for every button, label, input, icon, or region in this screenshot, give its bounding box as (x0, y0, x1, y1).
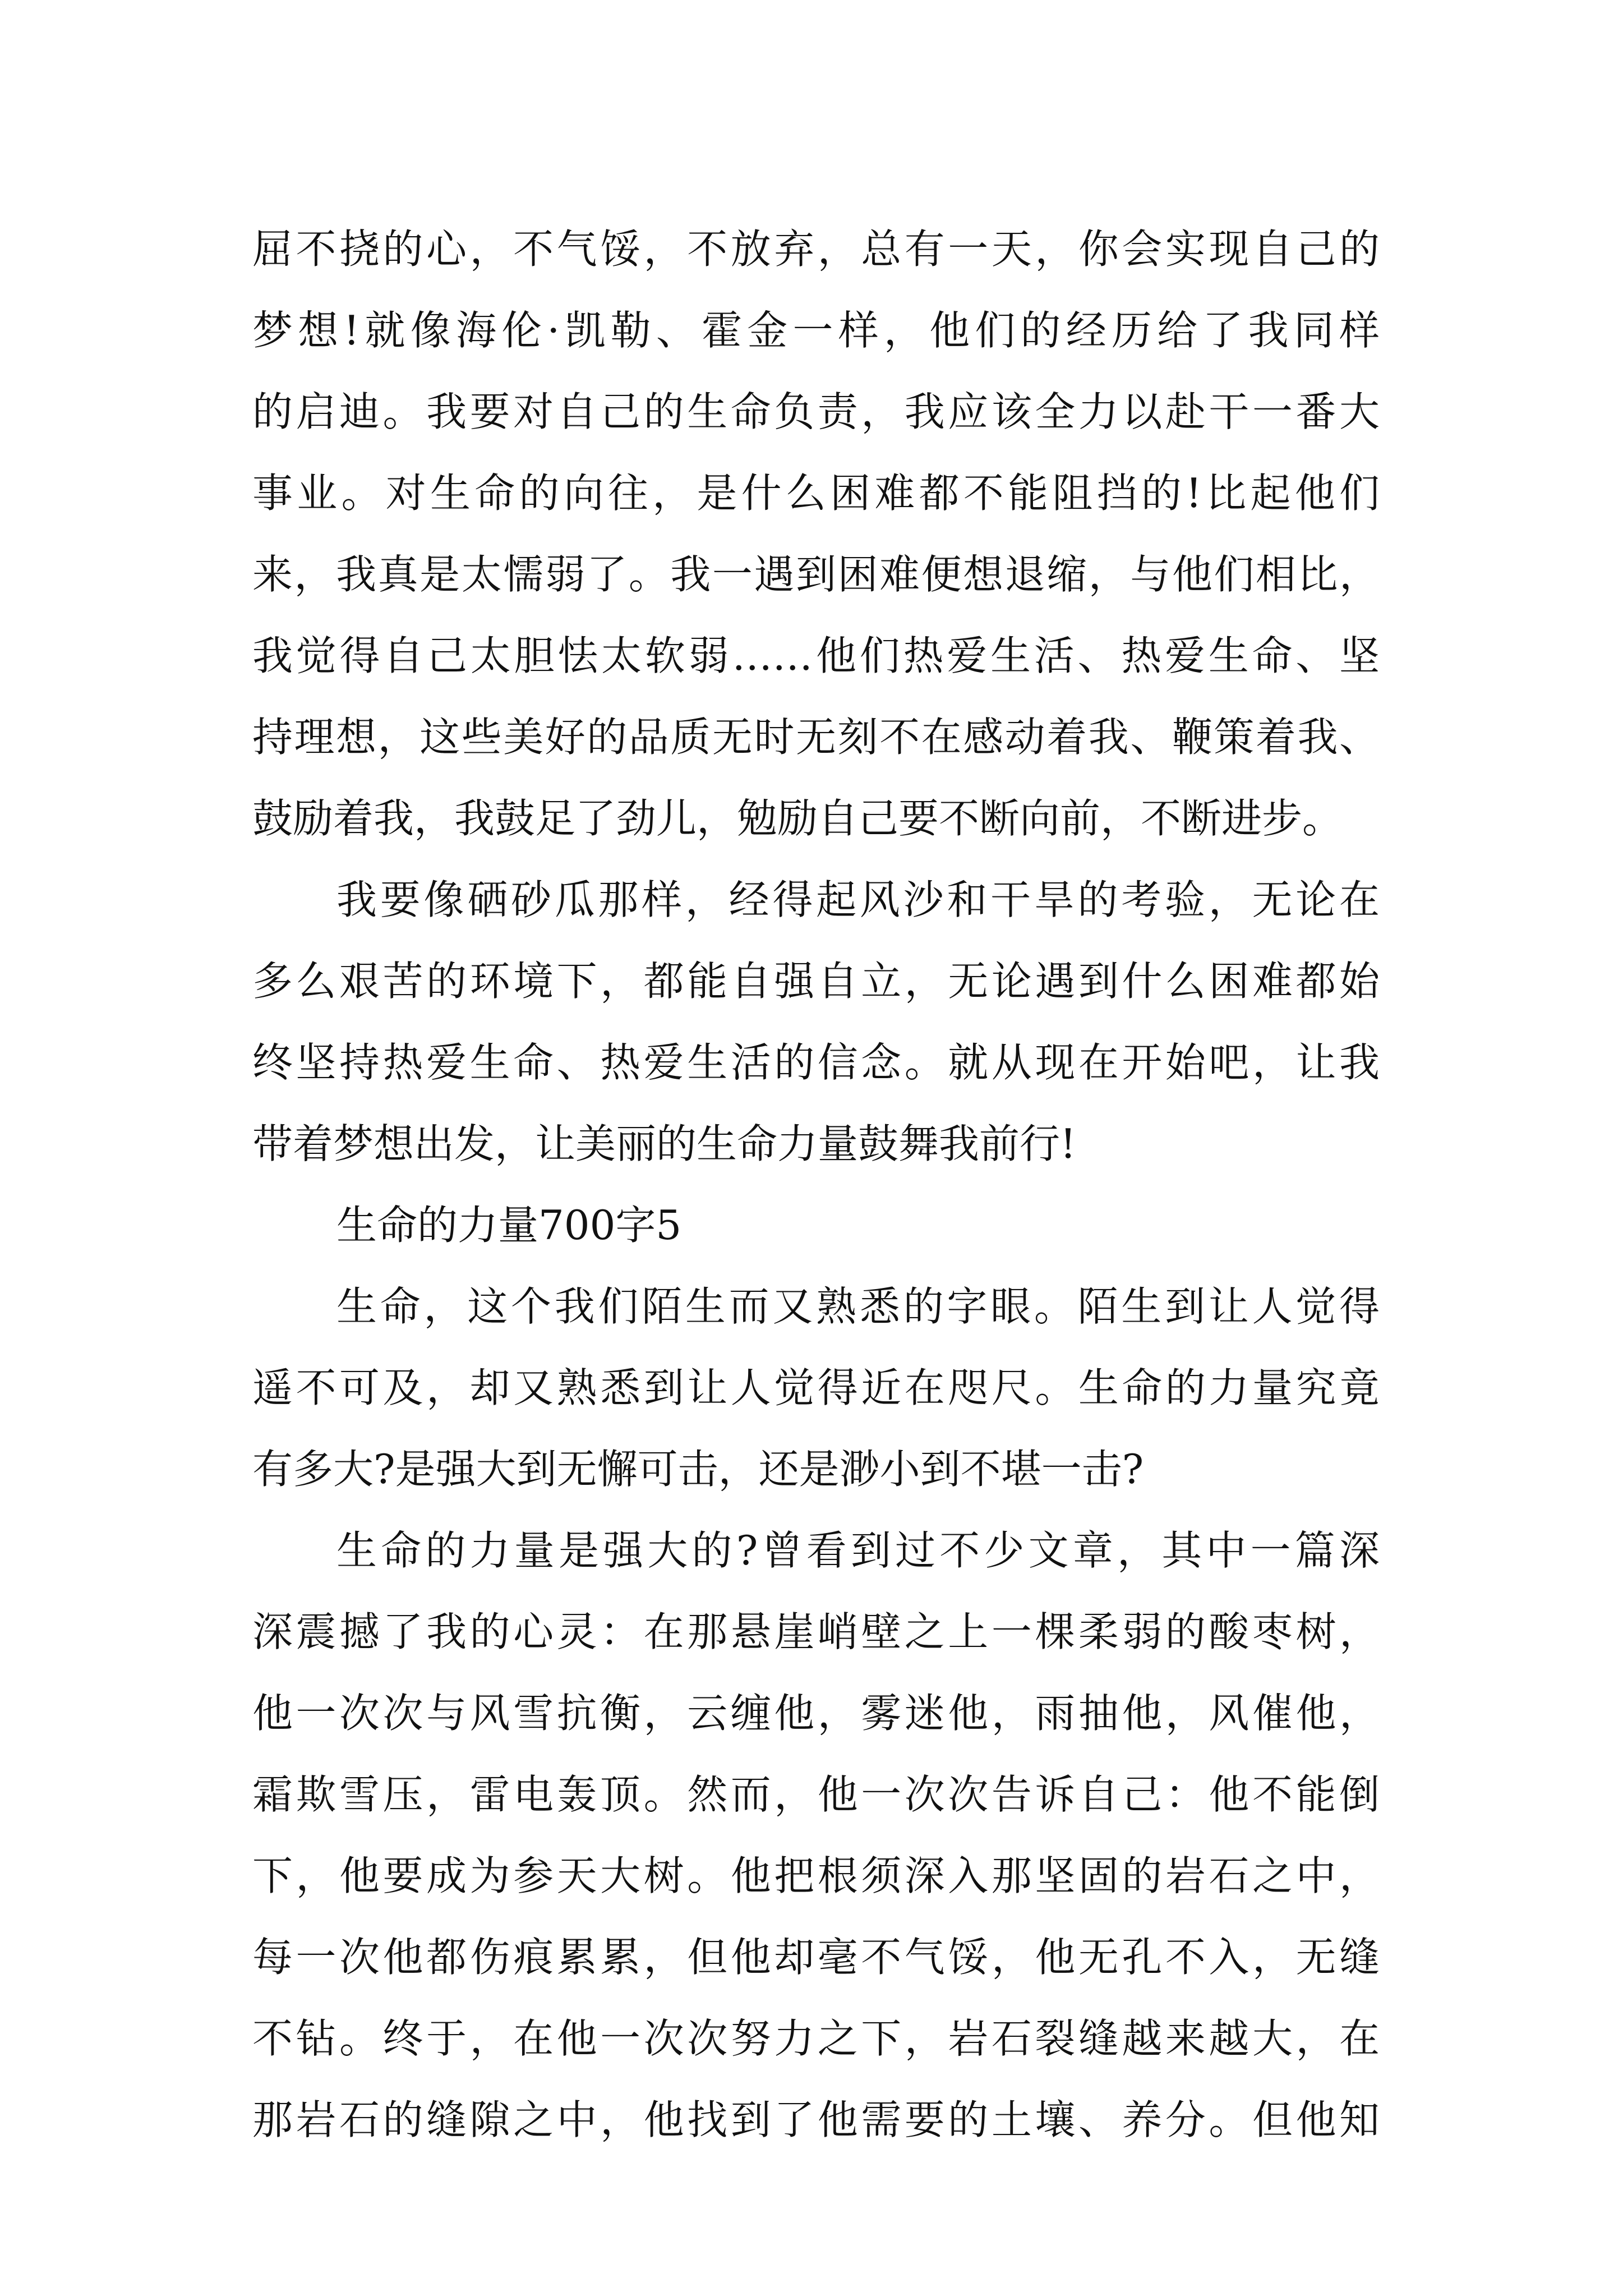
text-line: 多么艰苦的环境下，都能自强自立，无论遇到什么困难都始 (252, 958, 1380, 1005)
paragraph-first-line: 生命的力量是强大的?曾看到过不少文章，其中一篇深 (336, 1527, 1380, 1574)
text-line: 遥不可及，却又熟悉到让人觉得近在咫尺。生命的力量究竟 (252, 1364, 1380, 1411)
section-heading: 生命的力量700字5 (336, 1202, 682, 1249)
paragraph-first-line: 生命，这个我们陌生而又熟悉的字眼。陌生到让人觉得 (336, 1283, 1380, 1330)
text-line: 鼓励着我，我鼓足了劲儿，勉励自己要不断向前，不断进步。 (252, 795, 1343, 842)
text-line: 我觉得自己太胆怯太软弱……他们热爱生活、热爱生命、坚 (252, 632, 1380, 679)
text-line: 带着梦想出发，让美丽的生命力量鼓舞我前行! (252, 1120, 1076, 1167)
document-body (252, 209, 1380, 2161)
text-line: 事业。对生命的向往，是什么困难都不能阻挡的!比起他们 (252, 470, 1380, 517)
text-line: 霜欺雪压，雷电轰顶。然而，他一次次告诉自己：他不能倒 (252, 1771, 1380, 1818)
text-line: 他一次次与风雪抗衡，云缠他，雾迷他，雨抽他，风催他， (252, 1690, 1380, 1737)
text-line: 那岩石的缝隙之中，他找到了他需要的土壤、养分。但他知 (252, 2096, 1380, 2143)
text-line: 不钻。终于，在他一次次努力之下，岩石裂缝越来越大，在 (252, 2015, 1380, 2062)
paragraph-first-line: 我要像硒砂瓜那样，经得起风沙和干旱的考验，无论在 (336, 876, 1380, 923)
text-line: 屈不挠的心，不气馁，不放弃，总有一天，你会实现自己的 (252, 226, 1380, 273)
text-line: 下，他要成为参天大树。他把根须深入那坚固的岩石之中， (252, 1852, 1380, 1899)
text-line: 终坚持热爱生命、热爱生活的信念。就从现在开始吧，让我 (252, 1039, 1380, 1086)
text-line: 有多大?是强大到无懈可击，还是渺小到不堪一击? (252, 1446, 1144, 1493)
text-line: 来，我真是太懦弱了。我一遇到困难便想退缩，与他们相比， (252, 551, 1380, 598)
text-line: 梦想!就像海伦·凯勒、霍金一样，他们的经历给了我同样 (252, 307, 1380, 354)
text-line: 持理想，这些美好的品质无时无刻不在感动着我、鞭策着我、 (252, 714, 1380, 761)
text-line: 深震撼了我的心灵：在那悬崖峭壁之上一棵柔弱的酸枣树， (252, 1608, 1380, 1655)
text-line: 的启迪。我要对自己的生命负责，我应该全力以赴干一番大 (252, 388, 1380, 435)
text-line: 每一次他都伤痕累累，但他却毫不气馁，他无孔不入，无缝 (252, 1934, 1380, 1981)
